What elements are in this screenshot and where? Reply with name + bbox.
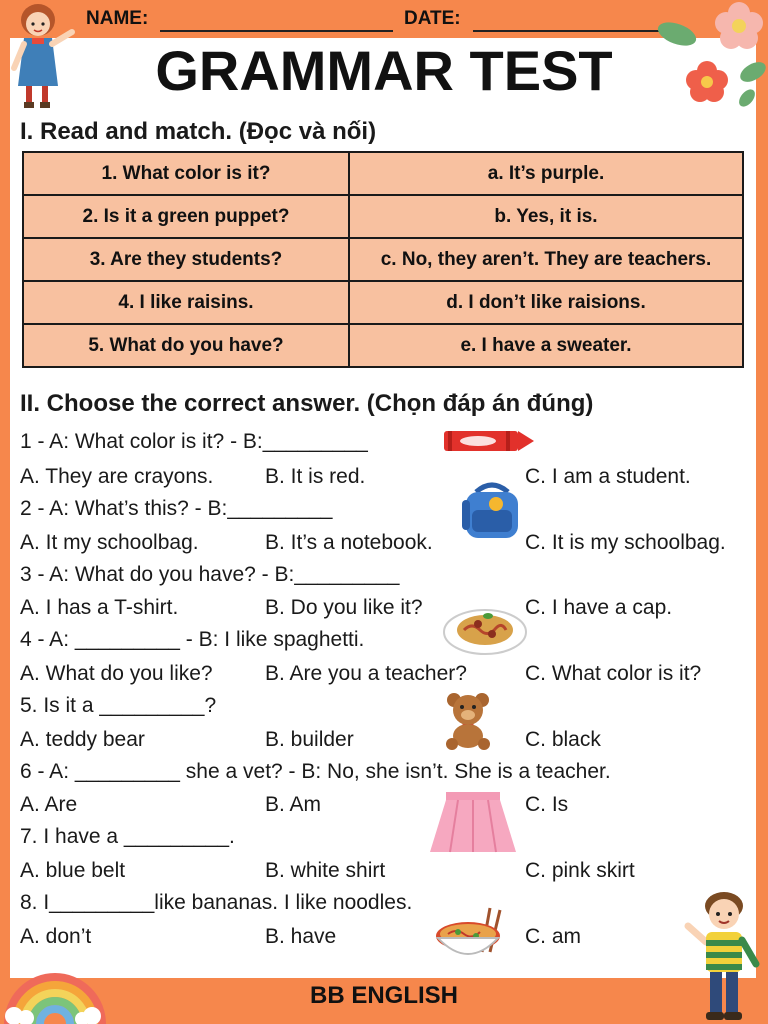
match-left-cell: 3. Are they students? [23, 238, 349, 281]
option-7a[interactable]: A. blue belt [20, 859, 126, 882]
option-3c[interactable]: C. I have a cap. [525, 596, 673, 619]
question-2: 2 - A: What’s this? - B:_________ [20, 497, 333, 520]
option-1a[interactable]: A. They are crayons. [20, 465, 214, 488]
option-3b[interactable]: B. Do you like it? [265, 596, 423, 619]
option-4c[interactable]: C. What color is it? [525, 662, 702, 685]
option-3a[interactable]: A. I has a T-shirt. [20, 596, 179, 619]
option-2a[interactable]: A. It my schoolbag. [20, 531, 199, 554]
match-right-cell: d. I don’t like raisions. [349, 281, 743, 324]
crayon-icon [440, 428, 536, 454]
option-2c[interactable]: C. It is my schoolbag. [525, 531, 726, 554]
option-5c[interactable]: C. black [525, 728, 601, 751]
section1-heading: I. Read and match. (Đọc và nối) [20, 118, 377, 145]
table-row [23, 195, 743, 238]
date-blank[interactable] [473, 30, 659, 32]
girl-illustration [4, 2, 78, 110]
section2-heading: II. Choose the correct answer. (Chọn đáp án đúng) [20, 390, 594, 417]
match-left-cell: 5. What do you have? [23, 324, 349, 367]
option-7b[interactable]: B. white shirt [265, 859, 386, 882]
match-right-cell: c. No, they aren’t. They are teachers. [349, 238, 743, 281]
match-left-cell: 4. I like raisins. [23, 281, 349, 324]
match-right-cell: b. Yes, it is. [349, 195, 743, 238]
match-right-cell: a. It’s purple. [349, 152, 743, 195]
rainbow-icon [0, 954, 110, 1024]
option-7c[interactable]: C. pink skirt [525, 859, 635, 882]
option-4a[interactable]: A. What do you like? [20, 662, 213, 685]
option-6a[interactable]: A. Are [20, 793, 78, 816]
option-1c[interactable]: C. I am a student. [525, 465, 691, 488]
option-4b[interactable]: B. Are you a teacher? [265, 662, 467, 685]
match-table [22, 151, 744, 368]
match-left-cell: 1. What color is it? [23, 152, 349, 195]
table-row [23, 238, 743, 281]
option-8c[interactable]: C. am [525, 925, 582, 948]
option-5b[interactable]: B. builder [265, 728, 354, 751]
table-row [23, 324, 743, 367]
boy-illustration [684, 888, 764, 1024]
question-1: 1 - A: What color is it? - B:_________ [20, 430, 368, 453]
date-label: DATE: [404, 8, 461, 29]
question-5: 5. Is it a _________? [20, 694, 217, 717]
question-4: 4 - A: _________ - B: I like spaghetti. [20, 628, 365, 651]
skirt-icon [428, 790, 518, 856]
teddy-bear-icon [440, 690, 496, 750]
noodles-icon [434, 906, 510, 970]
name-blank[interactable] [160, 30, 393, 32]
option-1b[interactable]: B. It is red. [265, 465, 366, 488]
table-row [23, 152, 743, 195]
match-right-cell: e. I have a sweater. [349, 324, 743, 367]
page-title: GRAMMAR TEST [155, 39, 613, 102]
spaghetti-icon [442, 602, 528, 658]
question-3: 3 - A: What do you have? - B:_________ [20, 563, 400, 586]
question-8: 8. I_________like bananas. I like noodles. [20, 891, 413, 914]
option-6b[interactable]: B. Am [265, 793, 322, 816]
question-7: 7. I have a _________. [20, 825, 235, 848]
option-5a[interactable]: A. teddy bear [20, 728, 145, 751]
option-2b[interactable]: B. It’s a notebook. [265, 531, 433, 554]
footer-brand: BB ENGLISH [309, 982, 458, 1009]
option-8b[interactable]: B. have [265, 925, 337, 948]
match-left-cell: 2. Is it a green puppet? [23, 195, 349, 238]
question-6: 6 - A: _________ she a vet? - B: No, she isn’t. She is a teacher. [20, 760, 611, 783]
option-6c[interactable]: C. Is [525, 793, 569, 816]
flower-icon [655, 0, 768, 110]
option-8a[interactable]: A. don’t [20, 925, 92, 948]
schoolbag-icon [458, 480, 528, 542]
name-label: NAME: [86, 8, 149, 29]
table-row [23, 281, 743, 324]
